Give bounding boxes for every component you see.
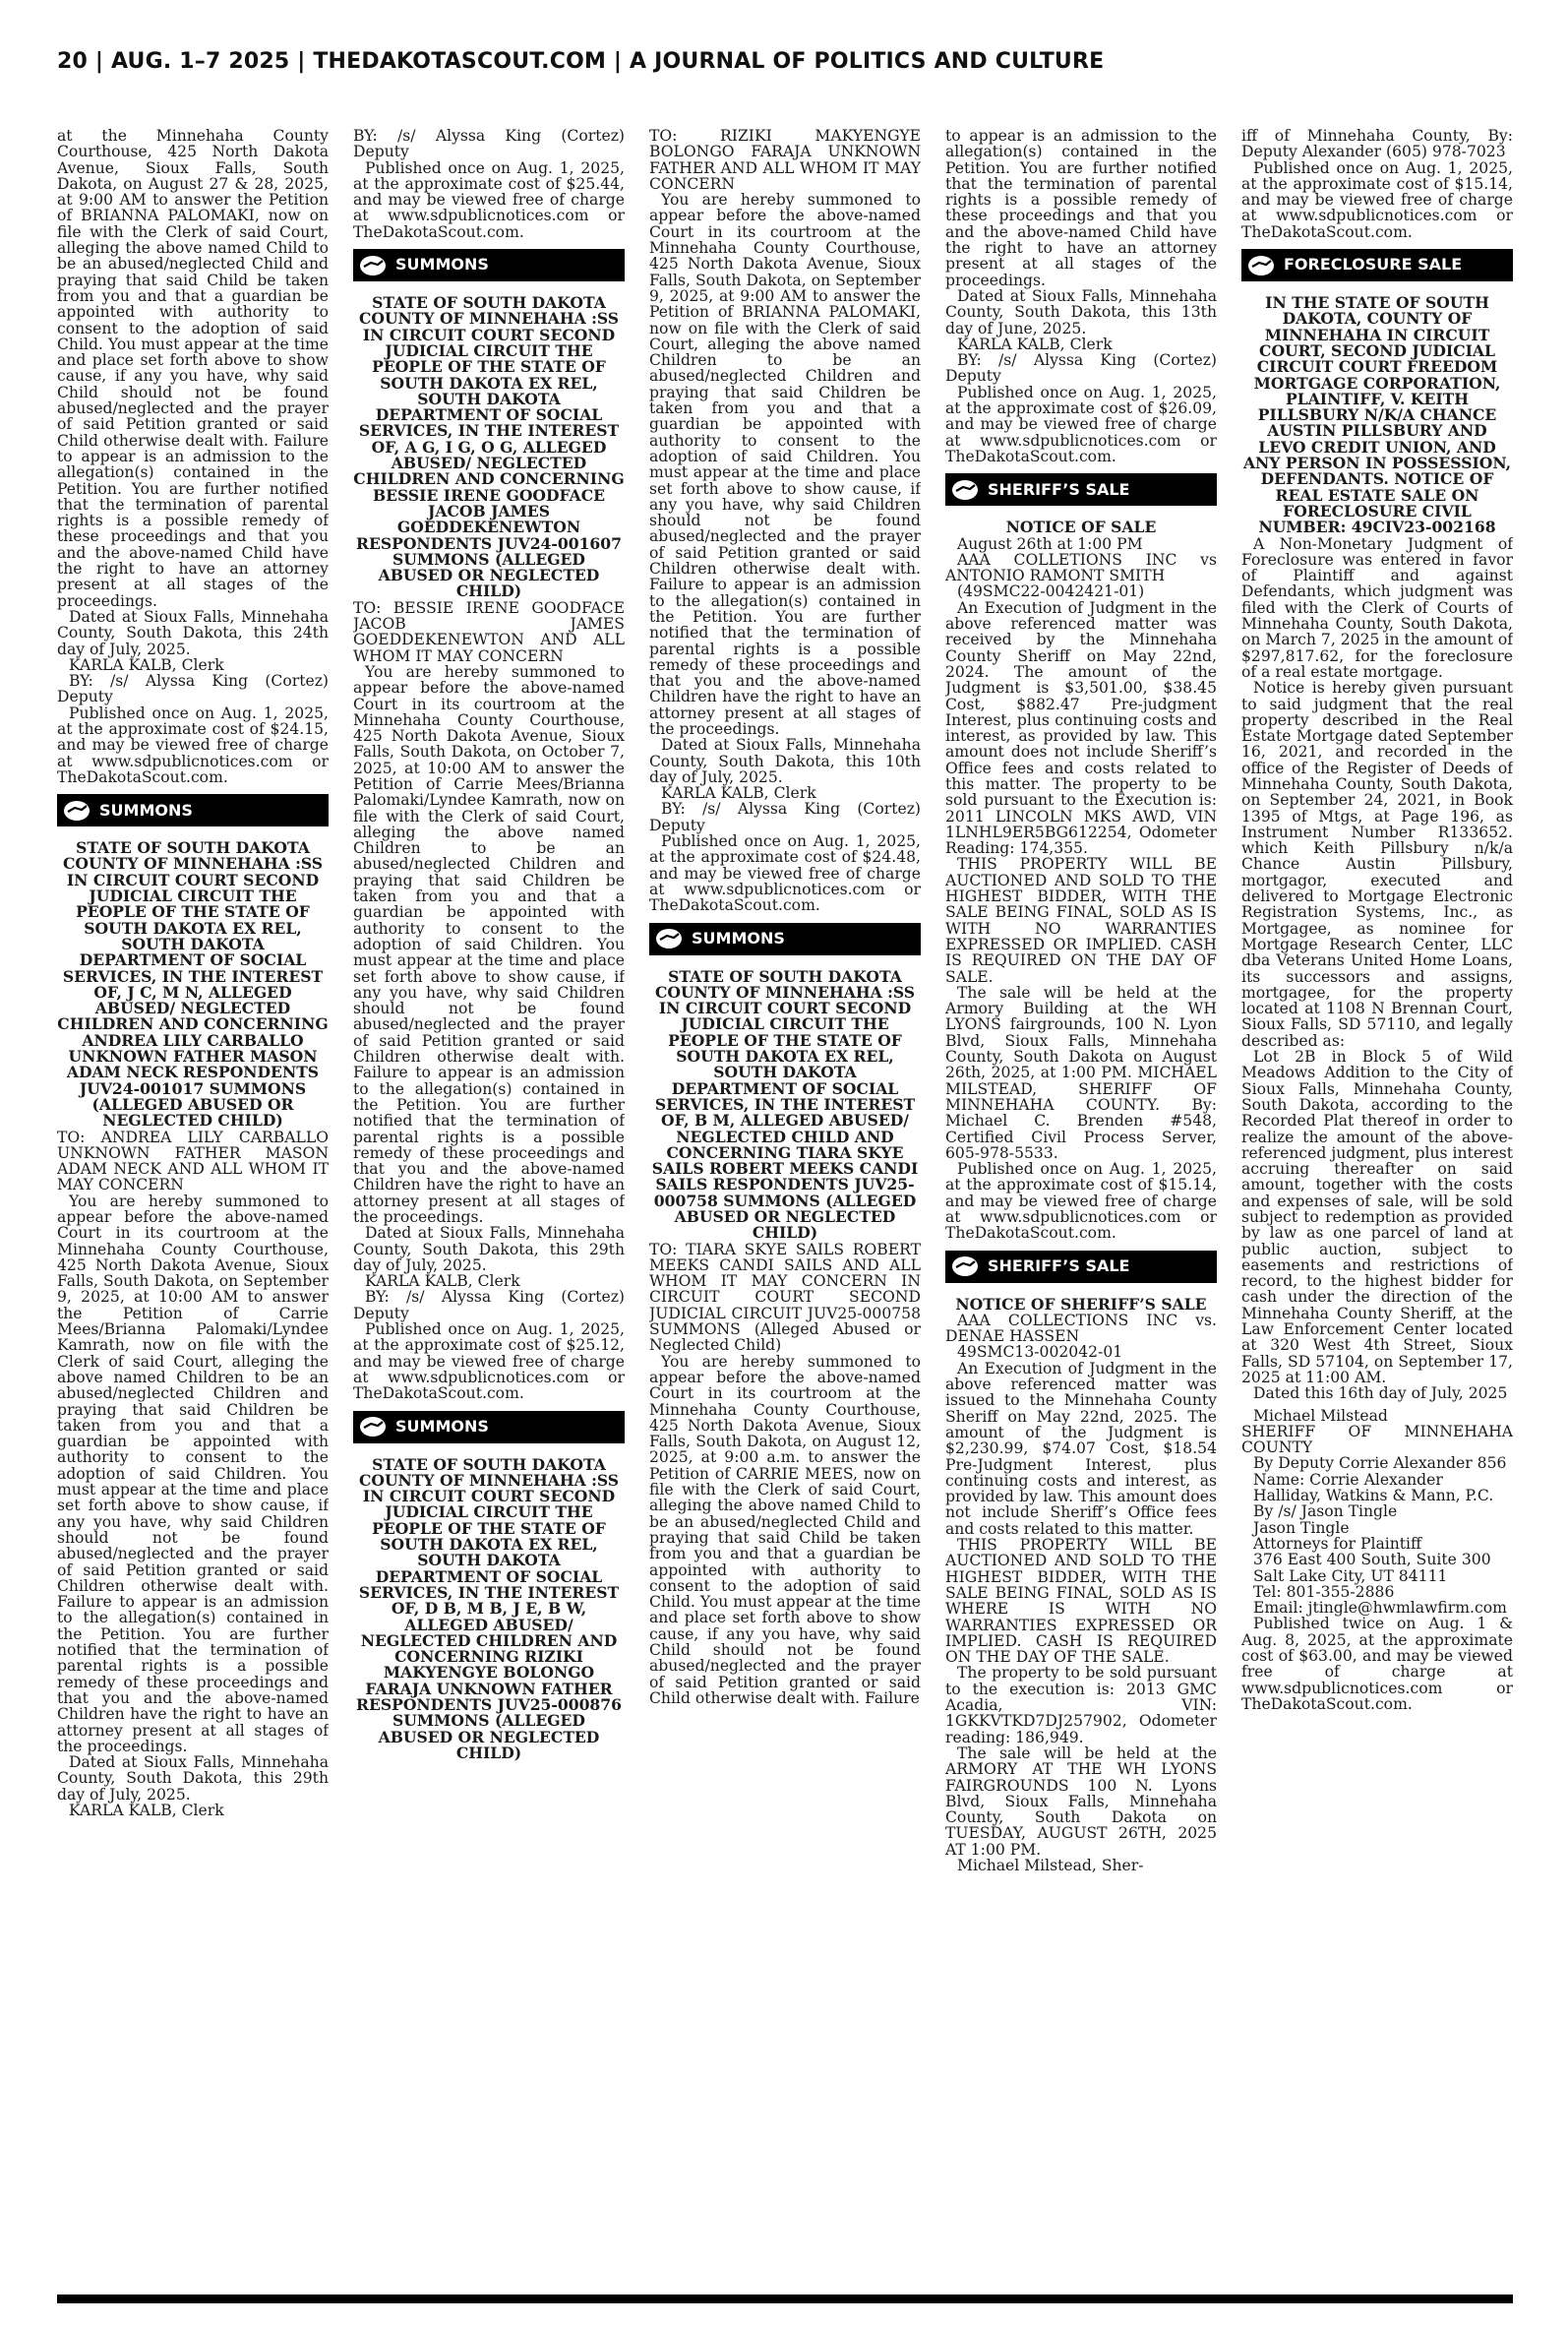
foreclosure-body: Lot 2B in Block 5 of Wild Meadows Addition to the City of Sioux Falls, Minnehaha County, South Dakota, according to the Recorded Plat thereof in order to realize the amount of the above-referenced judgment, plus interest accruing thereafter on said amount, together with the costs and expenses of sale, will be sold subject to redemption as provided by law as one parcel of land at public auction, subject to easements and restrictions of record, to the highest bidder for cash under the direction of the Minnehaha County Sheriff, at the Law Enforcement Center located at 320 West 4th Street, Sioux Falls, SD 57104, on September 17, 2025 at 11:00 AM. <box>1241 1048 1513 1386</box>
section-banner-summons <box>353 1411 625 1443</box>
published-line: Published once on Aug. 1, 2025, at the approximate cost of $15.14, and may be viewed free of charge at www.sdpublicnotices.com or TheDakotaScout.com. <box>945 1160 1217 1243</box>
sale-case-number: 49SMC13-002042-01 <box>957 1343 1123 1362</box>
attorney-phone: Tel: 801-355-2886 <box>1253 1582 1395 1601</box>
notice-heading: STATE OF SOUTH DAKOTA COUNTY OF MINNEHAHA :SS IN CIRCUIT COURT SECOND JUDICIAL CIRCUIT THE PEOPLE OF THE STATE OF SOUTH DAKOTA EX REL, SOUTH DAKOTA DEPARTMENT OF SOCIAL SERVICES, IN THE INTEREST OF, B M, ALLEGED ABUSED/ NEGLECTED CHILD AND CONCERNING TIARA SKYE SAILS ROBERT MEEKS CANDI SAILS RESPONDENTS JUV25-000758 SUMMONS (ALLEGED ABUSED OR NEGLECTED CHILD) <box>651 966 919 1243</box>
sale-auction-terms: THIS PROPERTY WILL BE AUCTIONED AND SOLD TO THE HIGHEST BIDDER, WITH THE SALE BEING FINAL, SOLD AS IS WHERE IS WITH NO WARRANTIES EXPRESSED OR IMPLIED. CASH IS REQUIRED ON THE DAY OF THE SALE. <box>945 1536 1217 1667</box>
foreclosure-heading: IN THE STATE OF SOUTH DAKOTA, COUNTY OF MINNEHAHA IN CIRCUIT COURT, SECOND JUDICIAL CIRCUIT COURT FREEDOM MORTGAGE CORPORATION, PLAINTIFF, V. KEITH PILLSBURY N/K/A CHANCE AUSTIN PILLSBURY AND LEVO CREDIT UNION, AND ANY PERSON IN POSSESSION, DEFENDANTS. NOTICE OF REAL ESTATE SALE ON FORECLOSURE CIVIL NUMBER: 49CIV23-002168 <box>1242 293 1512 537</box>
sale-location: The sale will be held at the ARMORY AT THE WH LYONS FAIRGROUNDS 100 N. Lyons Blvd, Sioux Falls, Minnehaha County, South Dakota on TUESDAY, AUGUST 26TH, 2025 AT 1:00 PM. <box>945 1744 1217 1859</box>
notice-body: You are hereby summoned to appear before the above-named Court in its courtroom at the Minnehaha County Courthouse, 425 North Dakota Avenue, Sioux Falls, South Dakota, on September 9, 2025, at 10:00 AM to answer the Petition of Carrie Mees/Brianna Palomaki/Lyndee Kamrath, now on file with the Clerk of said Court, alleging the above named Children to be an abused/neglected Children and praying that said Children be taken from you and that a guardian be appointed with authority to consent to the adoption of said Children. You must appear at the time and place set forth above to show cause, if any you have, why said Children should not be found abused/neglected and the prayer of said Petition granted or said Children otherwise dealt with. Failure to appear is an admission to the allegation(s) contained in the Petition. You are further notified that the termination of parental rights is a possible remedy of these proceedings and that you and the above-named Children have the right to have an attorney present at all stages of the proceedings. <box>57 1192 329 1755</box>
attorneys-for: Attorneys for Plaintiff <box>1253 1534 1422 1553</box>
scout-logo-icon <box>948 476 982 504</box>
notice-text: at the Minnehaha County Courthouse, 425 North Dakota Avenue, Sioux Falls, South Dakota, on August 27 & 28, 2025, at 9:00 AM to answer the Petition of BRIANNA PALOMAKI, now on file with the Clerk of said Court, alleging the above named Child to be an abused/neglected Child and praying that said Child be taken from you and that a guardian be appointed with authority to consent to the adoption of said Child. You must appear at the time and place set forth above to show cause, if any you have, why said Child should not be found abused/neglected and the prayer of said Petition granted or said Child otherwise dealt with. Failure to appear is an admission to the allegation(s) contained in the Petition. You are further notified that the termination of parental rights is a possible remedy of these proceedings and that you and the above-named Child have the right to have an attorney present at all stages of the proceedings. <box>57 128 329 610</box>
notice-body: You are hereby summoned to appear before the above-named Court in its courtroom at the Minnehaha County Courthouse, 425 North Dakota Avenue, Sioux Falls, South Dakota, on October 7, 2025, at 10:00 AM to answer the Petition of Carrie Mees/Brianna Palomaki/Lyndee Kamrath, now on file with the Clerk of said Court, alleging the above named Children to be an abused/neglected Children and praying that said Children be taken from you and that a guardian be appointed with authority to consent to the adoption of said Children. You must appear at the time and place set forth above to show cause, if any you have, why said Children should not be found abused/neglected and the prayer of said Petition granted or said Children otherwise dealt with. Failure to appear is an admission to the allegation(s) contained in the Petition. You are further notified that the termination of parental rights is a possible remedy of these proceedings and that you and the above-named Children have the right to have an attorney present at all stages of the proceedings. <box>353 662 625 1226</box>
sale-auction-terms: THIS PROPERTY WILL BE AUCTIONED AND SOLD TO THE HIGHEST BIDDER, WITH THE SALE BEING FINAL, SOLD AS IS WITH NO WARRANTIES EXPRESSED OR IMPLIED. CASH IS REQUIRED ON THE DAY OF SALE. <box>945 855 1217 986</box>
attorney-name: Jason Tingle <box>1253 1518 1350 1537</box>
notice-recipients: TO: RIZIKI MAKYENGYE BOLONGO FARAJA UNKNOWN FATHER AND ALL WHOM IT MAY CONCERN <box>649 128 921 193</box>
deputy-line: By Deputy Corrie Alexander 856 <box>1253 1454 1507 1473</box>
published-line: Published once on Aug. 1, 2025, at the approximate cost of $25.44, and may be viewed free of charge at www.sdpublicnotices.com or TheDakotaScout.com. <box>353 158 625 241</box>
deputy-line: BY: /s/ Alyssa King (Cortez) Deputy <box>649 800 921 834</box>
page-bottom-rule <box>57 2294 1513 2303</box>
published-line: Published once on Aug. 1, 2025, at the approximate cost of $15.14, and may be viewed free of charge at www.sdpublicnotices.com or TheDakotaScout.com. <box>1241 158 1513 241</box>
sale-parties: AAA COLLECTIONS INC vs. DENAE HASSEN <box>945 1311 1217 1346</box>
law-firm: Halliday, Watkins & Mann, P.C. <box>1253 1487 1494 1505</box>
banner-label: SUMMONS <box>692 928 785 948</box>
published-line: Published once on Aug. 1, 2025, at the approximate cost of $25.12, and may be viewed free of charge at www.sdpublicnotices.com or TheDakotaScout.com. <box>353 1320 625 1403</box>
foreclosure-body: A Non-Monetary Judgment of Foreclosure was entered in favor of Plaintiff and against Defendants, which judgment was filed with the Clerk of Courts of Minnehaha County, South Dakota, on March 7, 2025 in the amount of $297,817.62, for the foreclosure of a real estate mortgage. <box>1241 534 1513 681</box>
column-3 <box>649 128 921 2278</box>
banner-label: FORECLOSURE SALE <box>1284 255 1463 275</box>
sale-body: An Execution of Judgment in the above referenced matter was received by the Minnehaha County Sheriff on May 22nd, 2024. The amount of the Judgment is $3,501.00, $38.45 Cost, $882.47 Pre-judgment Interest, plus continuing costs and interest, as provided by law. This amount does not include Sheriff’s Office fees and costs related to this matter. The property to be sold pursuant to the Execution is: 2011 LINCOLN MKS AWD, VIN 1LNHL9ER5BG612254, Odometer Reading: 174,355. <box>945 598 1217 858</box>
sale-date: August 26th at 1:00 PM <box>957 534 1143 553</box>
banner-label: SUMMONS <box>99 800 193 820</box>
dated-line: Dated this 16th day of July, 2025 <box>1253 1384 1508 1403</box>
sale-heading: NOTICE OF SALE <box>1005 518 1157 537</box>
column-2 <box>353 128 625 2278</box>
column-1 <box>57 128 329 2278</box>
scout-logo-icon <box>948 1253 982 1280</box>
scout-logo-icon <box>60 797 93 825</box>
deputy-line: BY: /s/ Alyssa King (Cortez) Deputy <box>353 128 625 161</box>
notice-body: You are hereby summoned to appear before the above-named Court in its courtroom at the Minnehaha County Courthouse, 425 North Dakota Avenue, Sioux Falls, South Dakota, on September 9, 2025, at 9:00 AM to answer the Petition of BRIANNA PALOMAKI, now on file with the Clerk of said Court, alleging the above named Children to be an abused/neglected Children and praying that said Children be taken from you and that a guardian be appointed with authority to consent to the adoption of said Children. You must appear at the time and place set forth above to show cause, if any you have, why said Children should not be found abused/neglected and the prayer of said Petition granted or said Children otherwise dealt with. Failure to appear is an admission to the allegation(s) contained in the Petition. You are further notified that the termination of parental rights is a possible remedy of these proceedings and that you and the above-named Children have the right to have an attorney present at all stages of the proceedings. <box>649 191 921 738</box>
section-banner-summons <box>353 249 625 281</box>
deputy-line: BY: /s/ Alyssa King (Cortez) Deputy <box>57 672 329 706</box>
column-4 <box>945 128 1217 2278</box>
notice-heading: STATE OF SOUTH DAKOTA COUNTY OF MINNEHAHA :SS IN CIRCUIT COURT SECOND JUDICIAL CIRCUIT THE PEOPLE OF THE STATE OF SOUTH DAKOTA EX REL, SOUTH DAKOTA DEPARTMENT OF SOCIAL SERVICES, IN THE INTEREST OF, J C, M N, ALLEGED ABUSED/ NEGLECTED CHILDREN AND CONCERNING ANDREA LILY CARBALLO UNKNOWN FATHER MASON ADAM NECK RESPONDENTS JUV24-001017 SUMMONS (ALLEGED ABUSED OR NEGLECTED CHILD) <box>57 838 329 1131</box>
sale-body: An Execution of Judgment in the above referenced matter was issued to the Minnehaha County Sheriff on May 22nd, 2025. The amount of the Judgment is $2,230.99, $74.07 Cost, $18.54 Pre-Judgment Interest, plus continuing costs and interest, as provided by law. This amount does not include Sheriff’s Office fees and costs related to this matter. <box>945 1359 1217 1538</box>
foreclosure-body: Notice is hereby given pursuant to said judgment that the real property described in the Real Estate Mortgage dated September 16, 2021, and recorded in the office of the Register of Deeds of Minnehaha County, South Dakota, on September 24, 2021, in Book 1395 of Mtgs, at Page 196, as Instrument Number R133652. which Keith Pillsbury n/k/a Chance Austin Pillsbury, mortgagor, executed and delivered to Mortgage Electronic Registration Systems, Inc., as Mortgagee, as nominee for Mortgage Research Center, LLC dba Veterans United Home Loans, its successors and assigns, mortgagee, for the property located at 1108 N Brennan Court, Sioux Falls, SD 57110, and legally described as: <box>1241 679 1513 1050</box>
page-header: 20 | AUG. 1–7 2025 | THEDAKOTASCOUT.COM | A JOURNAL OF POLITICS AND CULTURE <box>57 49 1105 74</box>
published-line: Published twice on Aug. 1 & Aug. 8, 2025, at the approximate cost of $63.00, and may be viewed free of charge at www.sdpublicnotices.com or TheDakotaScout.com. <box>1241 1615 1513 1713</box>
attorney-city: Salt Lake City, UT 84111 <box>1253 1566 1448 1585</box>
clerk-line: KARLA KALB, Clerk <box>69 1801 224 1819</box>
banner-label: SUMMONS <box>395 1416 489 1436</box>
dated-line: Dated at Sioux Falls, Minnehaha County, South Dakota, this 13th day of June, 2025. <box>945 286 1217 337</box>
banner-label: SHERIFF’S SALE <box>988 1255 1130 1275</box>
scout-logo-icon <box>356 252 390 279</box>
published-line: Published once on Aug. 1, 2025, at the approximate cost of $26.09, and may be viewed free of charge at www.sdpublicnotices.com or TheDakotaScout.com. <box>945 383 1217 465</box>
section-banner-foreclosure-sale <box>1241 249 1513 281</box>
dated-line: Dated at Sioux Falls, Minnehaha County, South Dakota, this 29th day of July, 2025. <box>57 1753 329 1804</box>
scout-logo-icon <box>1244 252 1278 279</box>
notice-recipients: TO: BESSIE IRENE GOODFACE JACOB JAMES GOEDDEKENEWTON AND ALL WHOM IT MAY CONCERN <box>353 598 625 665</box>
scout-logo-icon <box>356 1413 390 1440</box>
attorney-signature: By /s/ Jason Tingle <box>1253 1502 1398 1521</box>
dated-line: Dated at Sioux Falls, Minnehaha County, South Dakota, this 29th day of July, 2025. <box>353 1224 625 1274</box>
notice-recipients: TO: ANDREA LILY CARBALLO UNKNOWN FATHER MASON ADAM NECK AND ALL WHOM IT MAY CONCERN <box>57 1128 329 1194</box>
section-banner-summons <box>57 794 329 826</box>
section-banner-summons <box>649 923 921 955</box>
banner-label: SUMMONS <box>395 255 489 275</box>
notice-recipients: TO: TIARA SKYE SAILS ROBERT MEEKS CANDI SAILS AND ALL WHOM IT MAY CONCERN IN CIRCUIT COURT SECOND JUDICIAL CIRCUIT JUV25-000758 SUMMONS (Alleged Abused or Neglected Child) <box>649 1240 921 1355</box>
notice-text: iff of Minnehaha County, By: Deputy Alexander (605) 978-7023 <box>1241 128 1513 161</box>
deputy-line: BY: /s/ Alyssa King (Cortez) Deputy <box>353 1288 625 1322</box>
clerk-line: KARLA KALB, Clerk <box>69 655 224 674</box>
published-line: Published once on Aug. 1, 2025, at the approximate cost of $24.48, and may be viewed free of charge at www.sdpublicnotices.com or TheDakotaScout.com. <box>649 832 921 915</box>
section-banner-sheriffs-sale <box>945 473 1217 506</box>
sheriff-title: SHERIFF OF MINNEHAHA COUNTY <box>1241 1422 1513 1457</box>
column-5 <box>1241 128 1513 2278</box>
notice-body: You are hereby summoned to appear before the above-named Court in its courtroom at the Minnehaha County Courthouse, 425 North Dakota Avenue, Sioux Falls, South Dakota, on August 12, 2025, at 9:00 a.m. to answer the Petition of CARRIE MEES, now on file with the Clerk of said Court, alleging the above named Child to be an abused/neglected Child and praying that said Child be taken from you and that a guardian be appointed with authority to consent to the adoption of said Child. You must appear at the time and place set forth above to show cause, if any you have, why said Child should not be found abused/neglected and the prayer of said Petition granted or said Child otherwise dealt with. Failure <box>649 1352 921 1707</box>
notice-heading: STATE OF SOUTH DAKOTA COUNTY OF MINNEHAHA :SS IN CIRCUIT COURT SECOND JUDICIAL CIRCUIT THE PEOPLE OF THE STATE OF SOUTH DAKOTA EX REL, SOUTH DAKOTA DEPARTMENT OF SOCIAL SERVICES, IN THE INTEREST OF, A G, I G, O G, ALLEGED ABUSED/ NEGLECTED CHILDREN AND CONCERNING BESSIE IRENE GOODFACE JACOB JAMES GOEDDEKENEWTON RESPONDENTS JUV24-001607 SUMMONS (ALLEGED ABUSED OR NEGLECTED CHILD) <box>353 293 625 601</box>
published-line: Published once on Aug. 1, 2025, at the approximate cost of $24.15, and may be viewed free of charge at www.sdpublicnotices.com or TheDakotaScout.com. <box>57 704 329 786</box>
deputy-name: Name: Corrie Alexander <box>1253 1470 1443 1489</box>
sale-sheriff: Michael Milstead, Sher- <box>957 1856 1144 1874</box>
sale-property: The property to be sold pursuant to the execution is: 2013 GMC Acadia, VIN: 1GKKVTKD7DJ257902, Odometer reading: 186,949. <box>945 1664 1217 1746</box>
sale-case-number: (49SMC22-0042421-01) <box>957 582 1145 601</box>
clerk-line: KARLA KALB, Clerk <box>957 335 1113 353</box>
notice-heading: STATE OF SOUTH DAKOTA COUNTY OF MINNEHAHA :SS IN CIRCUIT COURT SECOND JUDICIAL CIRCUIT THE PEOPLE OF THE STATE OF SOUTH DAKOTA EX REL, SOUTH DAKOTA DEPARTMENT OF SOCIAL SERVICES, IN THE INTEREST OF, D B, M B, J E, B W, ALLEGED ABUSED/ NEGLECTED CHILDREN AND CONCERNING RIZIKI MAKYENGYE BOLONGO FARAJA UNKNOWN FATHER RESPONDENTS JUV25-000876 SUMMONS (ALLEGED ABUSED OR NEGLECTED CHILD) <box>356 1454 622 1762</box>
dated-line: Dated at Sioux Falls, Minnehaha County, South Dakota, this 10th day of July, 2025. <box>649 736 921 786</box>
sale-parties: AAA COLLETIONS INC vs ANTONIO RAMONT SMITH <box>945 550 1217 585</box>
scout-logo-icon <box>652 925 686 952</box>
notices-columns <box>57 128 1513 2278</box>
attorney-address: 376 East 400 South, Suite 300 <box>1253 1551 1491 1569</box>
sale-heading: NOTICE OF SHERIFF’S SALE <box>955 1294 1207 1314</box>
clerk-line: KARLA KALB, Clerk <box>365 1272 520 1291</box>
sheriff-name: Michael Milstead <box>1253 1406 1388 1425</box>
attorney-email: Email: jtingle@hwmlawfirm.com <box>1253 1599 1507 1618</box>
banner-label: SHERIFF’S SALE <box>988 479 1130 499</box>
notice-text: to appear is an admission to the allegation(s) contained in the Petition. You are further notified that the termination of parental rights is a possible remedy of these proceedings and that you and the above-named Child have the right to have an attorney present at all stages of the proceedings. <box>945 128 1217 289</box>
sale-location: The sale will be held at the Armory Building at the WH LYONS fairgrounds, 100 N. Lyon Blvd, Sioux Falls, Minnehaha County, South Dakota on August 26th, 2025, at 1:00 PM. MICHAEL MILSTEAD, SHERIFF OF MINNEHAHA COUNTY. By: Michael C. Brenden #548, Certified Civil Process Server, 605-978-5533. <box>945 983 1217 1162</box>
clerk-line: KARLA KALB, Clerk <box>661 784 816 803</box>
deputy-line: BY: /s/ Alyssa King (Cortez) Deputy <box>945 351 1217 386</box>
dated-line: Dated at Sioux Falls, Minnehaha County, South Dakota, this 24th day of July, 2025. <box>57 607 329 658</box>
section-banner-sheriffs-sale <box>945 1251 1217 1283</box>
